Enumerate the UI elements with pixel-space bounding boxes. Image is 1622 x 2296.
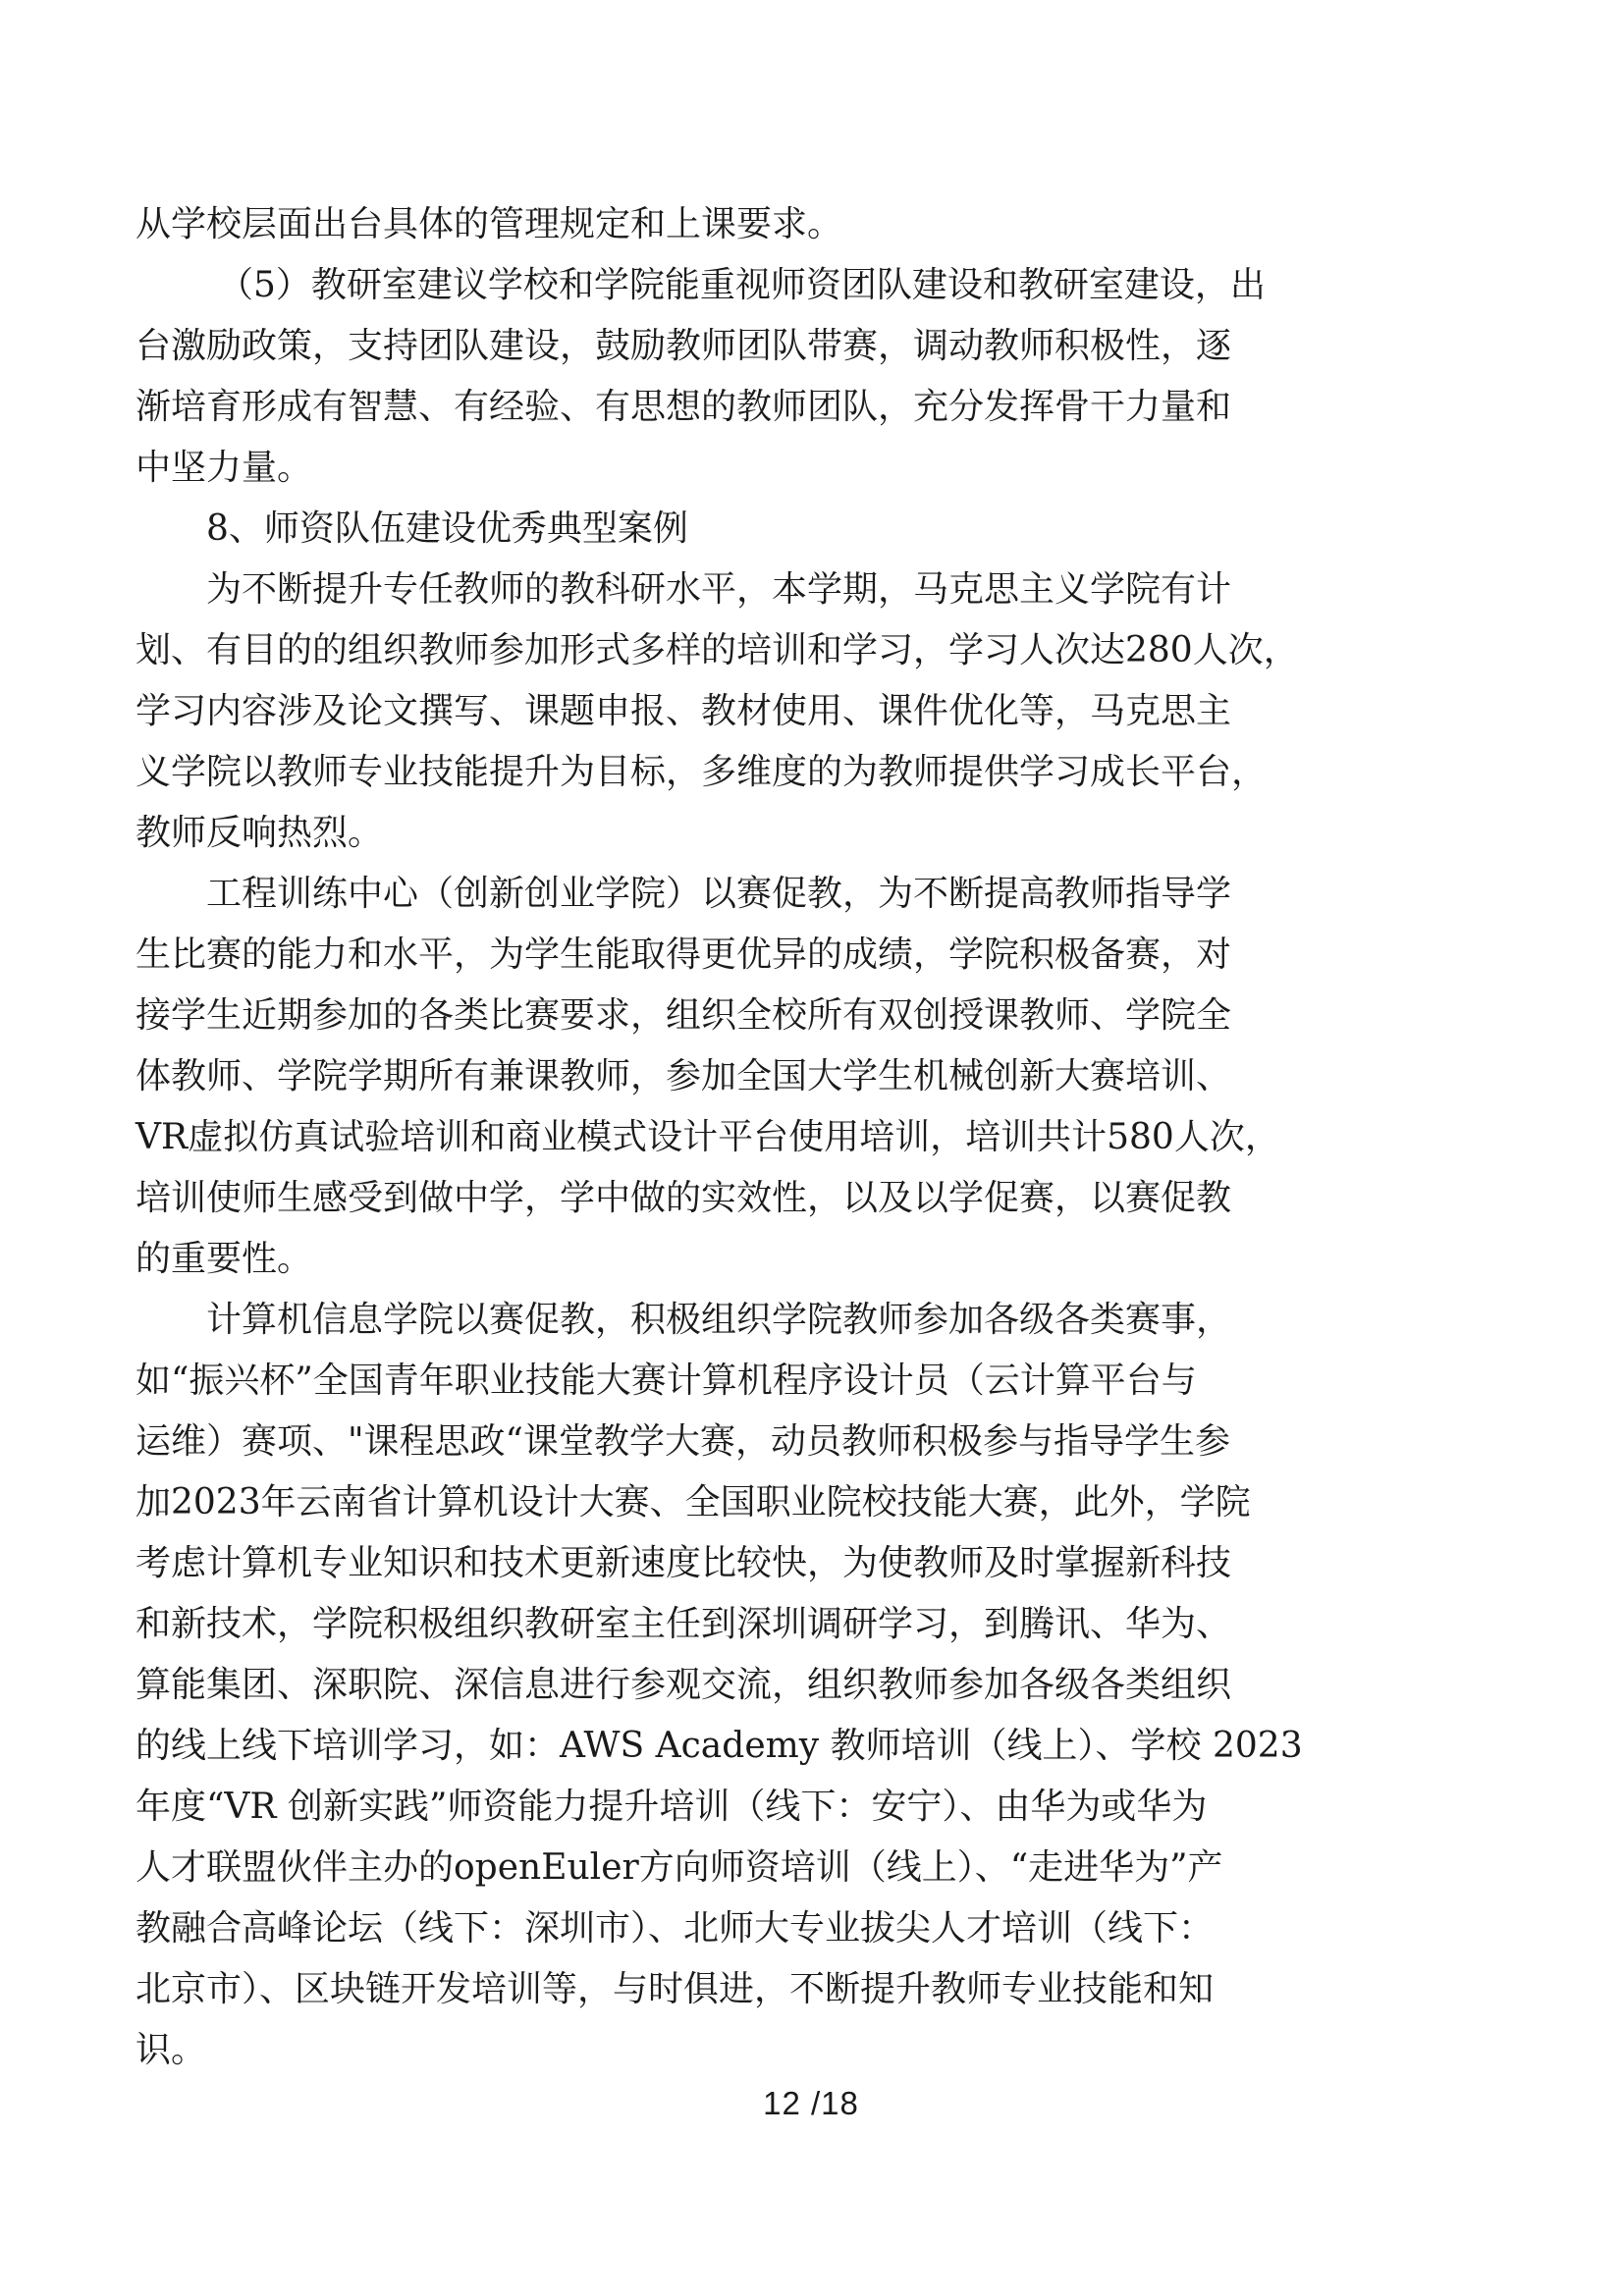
text-line: 中坚力量。 [135,448,313,488]
text-line: 培训使师生感受到做中学，学中做的实效性，以及以学促赛，以赛促教 [135,1178,1232,1218]
text-line: 运维）赛项、"课程思政“课堂教学大赛，动员教师积极参与指导学生参 [135,1421,1230,1462]
page-number: 12 /18 [763,2085,859,2121]
text-line: 和新技术，学院积极组织教研室主任到深圳调研学习，到腾讯、华为、 [135,1604,1232,1644]
text-line: 的线上线下培训学习，如：AWS Academy 教师培训（线上）、学校 2023 [135,1726,1303,1766]
text-line: 生比赛的能力和水平，为学生能取得更优异的成绩，学院积极备赛，对 [135,934,1232,975]
text-line: 计算机信息学院以赛促教，积极组织学院教师参加各级各类赛事， [206,1300,1232,1340]
text-line: 加2023年云南省计算机设计大赛、全国职业院校技能大赛，此外，学院 [135,1482,1251,1522]
text-line: 教融合高峰论坛（线下：深圳市）、北师大专业拔尖人才培训（线下： [135,1908,1215,1949]
text-line: 体教师、学院学期所有兼课教师，参加全国大学生机械创新大赛培训、 [135,1056,1232,1096]
text-line: （5）教研室建议学校和学院能重视师资团队建设和教研室建设，出 [218,265,1266,305]
text-line: 从学校层面出台具体的管理规定和上课要求。 [135,204,843,244]
text-line: 接学生近期参加的各类比赛要求，组织全校所有双创授课教师、学院全 [135,995,1232,1036]
text-line: 年度“VR 创新实践”师资能力提升培训（线下：安宁）、由华为或华为 [135,1787,1208,1827]
text-line: 义学院以教师专业技能提升为目标，多维度的为教师提供学习成长平台， [135,752,1268,792]
section-heading: 8、师资队伍建设优秀典型案例 [206,508,688,549]
text-line: 台激励政策，支持团队建设，鼓励教师团队带赛，调动教师积极性，逐 [135,326,1232,366]
text-line: 人才联盟伙伴主办的openEuler方向师资培训（线上）、“走进华为”产 [135,1847,1223,1888]
text-line: 考虑计算机专业知识和技术更新速度比较快，为使教师及时掌握新科技 [135,1543,1232,1583]
text-line: 为不断提升专任教师的教科研水平，本学期，马克思主义学院有计 [206,569,1232,610]
text-line: 划、有目的的组织教师参加形式多样的培训和学习，学习人次达280人次， [135,630,1299,670]
text-line: 教师反响热烈。 [135,813,384,853]
text-line: 渐培育形成有智慧、有经验、有思想的教师团队，充分发挥骨干力量和 [135,387,1232,427]
text-line: 如“振兴杯”全国青年职业技能大赛计算机程序设计员（云计算平台与 [135,1361,1197,1401]
text-line: 识。 [135,2030,207,2070]
text-line: 学习内容涉及论文撰写、课题申报、教材使用、课件优化等，马克思主 [135,691,1232,731]
text-line: 北京市）、区块链开发培训等，与时俱进，不断提升教师专业技能和知 [135,1969,1215,2009]
text-line: 工程训练中心（创新创业学院）以赛促教，为不断提高教师指导学 [206,874,1232,914]
text-line: 算能集团、深职院、深信息进行参观交流，组织教师参加各级各类组织 [135,1665,1232,1705]
text-line: 的重要性。 [135,1239,313,1279]
body-text [135,194,1451,2081]
text-line: VR虚拟仿真试验培训和商业模式设计平台使用培训，培训共计580人次， [135,1117,1280,1157]
